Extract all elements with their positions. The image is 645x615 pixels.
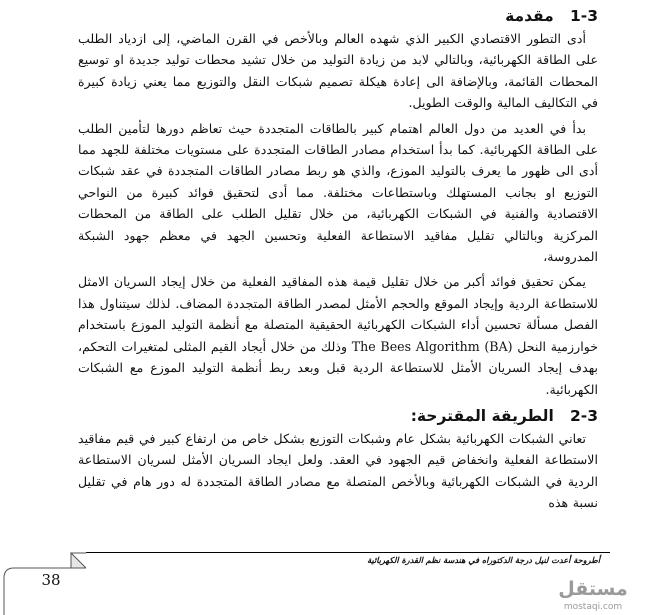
section-title: مقدمة (505, 7, 554, 25)
footnote: أطروحة أعدت لنيل درجة الدكتوراه في هندسة نظم القدرة الكهربائية (367, 555, 600, 565)
intro-paragraph-3-body: يمكن تحقيق فوائد أكبر من خلال تقليل قيمة هذه المفاقيد الفعلية من خلال إيجاد السريان الامثل للاستطاعة الردية وإيجاد الموقع والحجم الأمثل لمصدر الطاقة المتجددة المضاف. لذلك سيتناول هذا الفصل مسألة تحسين أداء الشبكات الكهربائية الحقيقية المتصلة مع أنظمة التوليد الموزع باستخدام خوارزمية النحل (78, 274, 598, 354)
intro-paragraph-1: أدى التطور الاقتصادي الكبير الذي شهده العالم وبالأخص في القرن الماضي، إلى ازدياد الطلب على الطاقة الكهربائية، وبالتالي لابد من زيادة التوليد من خلال تشيد محطات توليد جديدة او توسيع المحطات القائمة، وبالإضافة الى إعادة هيكلة تصميم شبكات النقل والتوزيع مما يعني زيادة كبيرة في التكاليف المالية والوقت الطويل. (78, 31, 598, 111)
section-heading-proposed-method (78, 404, 598, 428)
footnote-rule (86, 552, 610, 553)
intro-paragraph-3 (78, 271, 598, 399)
watermark-arabic: مستقل (558, 578, 628, 600)
page-number: 38 (41, 571, 61, 589)
watermark-latin: mostaqi.com (563, 602, 623, 612)
section-heading-introduction (78, 4, 598, 28)
section-number: 1-3 (569, 7, 598, 25)
page-body (78, 4, 598, 518)
intro-paragraph-3-tail: وذلك من خلال أيجاد القيم المثلى لمتغيرات التحكم، بهدف إيجاد السريان الأمثل للاستطاعة الردية قبل وبعد ربط أنظمة التوليد الموزع مع الشبكات الكهربائية. (78, 338, 598, 397)
algorithm-name: The Bees Algorithm (BA) (351, 338, 513, 354)
section-title: الطريقة المقترحة: (410, 406, 554, 425)
section-number: 2-3 (569, 406, 598, 425)
mostaql-watermark-logo (548, 573, 638, 613)
intro-paragraph-2: بدأ في العديد من دول العالم اهتمام كبير بالطاقات المتجددة حيث تعاظم دورها لتأمين الطلب على الطاقة الكهربائية. كما بدأ استخدام مصادر الطاقات المتجددة على مستويات مختلفة للجهد مما أدى الى ظهور ما يعرف بالتوليد الموزع، والذي هو ربط مصادر الطاقات المتجددة في عقد شبكات التوزيع او بجانب المستهلك وباستطاعات مختلفة. مما أدى لتحقيق فوائد كبيرة من النواحي الاقتصادية والفنية في الشبكات الكهربائية، من خلال تقليل الطلب على الطاقة من المحطات المركزية وبالتالي تقليل مفاقيد الاستطاعة الفعلية وتحسين الجهد في معظم جهود الشبكة المدروسة، (78, 120, 598, 265)
method-paragraph: تعاني الشبكات الكهربائية بشكل عام وشبكات التوزيع بشكل خاص من ارتفاع كبير في قيم مفاقيد الاستطاعة الفعلية وانخفاض قيم الجهود في العقد. ولعل ايجاد السريان الأمثل لسريان الاستطاعة الردية في الشبكات الكهربائية وبالأخص المتصلة مع مصادر الطاقة المتجددة له دور هام في تقليل نسبة هذه (78, 430, 598, 511)
